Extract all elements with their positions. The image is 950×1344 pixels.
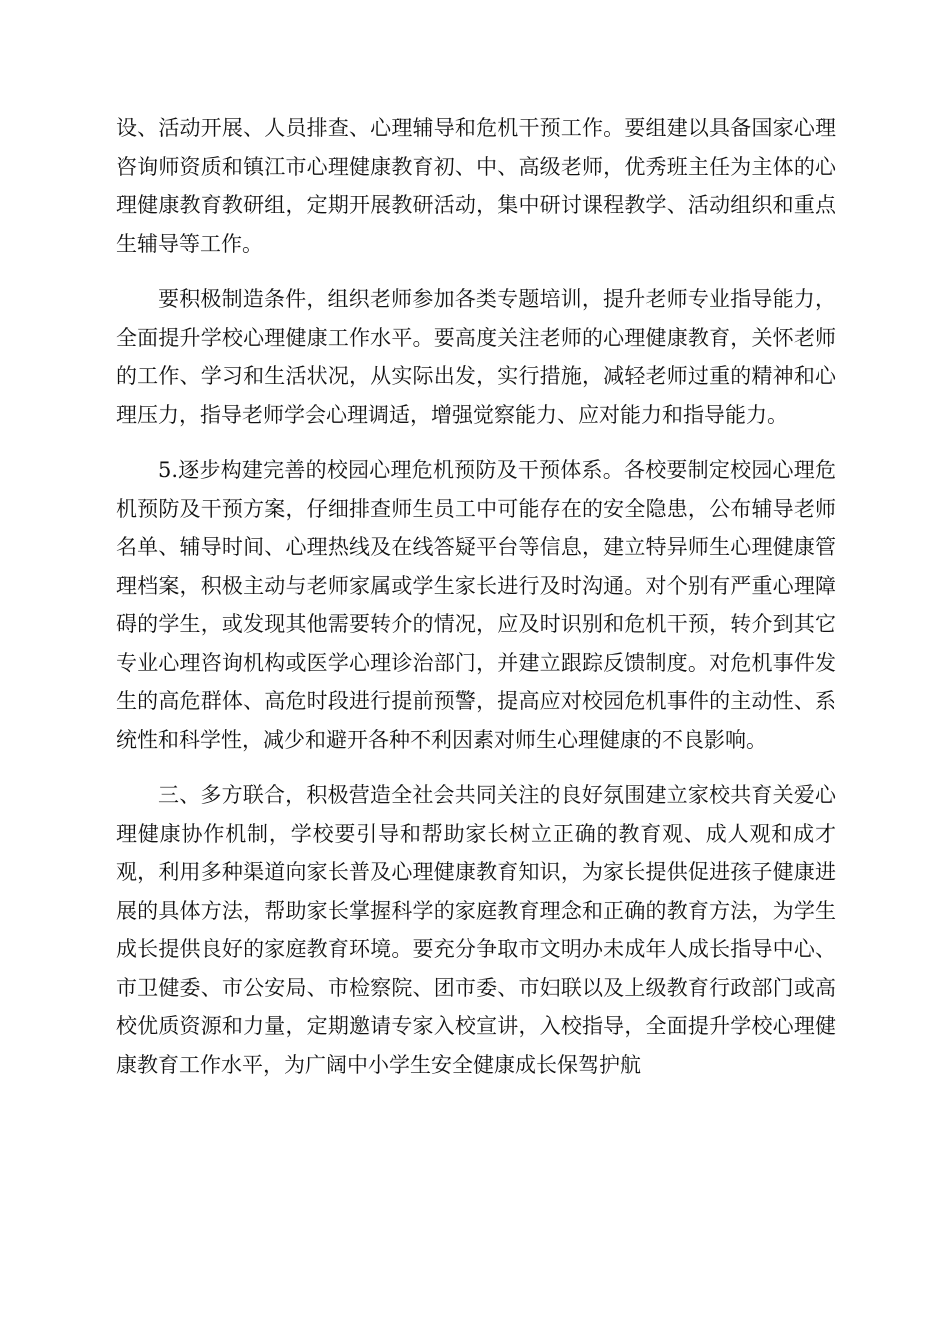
paragraph-3: 5.逐步构建完善的校园心理危机预防及干预体系。各校要制定校园心理危机预防及干预方案，仔细排查师生员工中可能存在的安全隐患，公布辅导老师名单、辅导时间、心理热线及在线答疑平台等信息，建立特异师生心理健康管理档案，积极主动与老师家属或学生家长进行及时沟通。对个别有严重心理障碍的学生，或发现其他需要转介的情况，应及时识别和危机干预，转介到其它专业心理咨询机构或医学心理诊治部门，并建立跟踪反馈制度。对危机事件发生的高危群体、高危时段进行提前预警，提高应对校园危机事件的主动性、系统性和科学性，减少和避开各种不利因素对师生心理健康的不良影响。 [116, 458, 836, 752]
paragraph-2: 要积极制造条件，组织老师参加各类专题培训，提升老师专业指导能力，全面提升学校心理健康工作水平。要高度关注老师的心理健康教育，关怀老师的工作、学习和生活状况，从实际出发，实行措施，减轻老师过重的精神和心理压力，指导老师学会心理调适，增强觉察能力、应对能力和指导能力。 [116, 287, 836, 427]
document-page [116, 109, 836, 1084]
paragraph-1: 设、活动开展、人员排查、心理辅导和危机干预工作。要组建以具备国家心理咨询师资质和镇江市心理健康教育初、中、高级老师，优秀班主任为主体的心理健康教育教研组，定期开展教研活动，集中研讨课程教学、活动组织和重点生辅导等工作。 [116, 116, 836, 256]
paragraph-4: 三、多方联合，积极营造全社会共同关注的良好氛围建立家校共育关爱心理健康协作机制，学校要引导和帮助家长树立正确的教育观、成人观和成才观，利用多种渠道向家长普及心理健康教育知识，为家长提供促进孩子健康进展的具体方法，帮助家长掌握科学的家庭教育理念和正确的教育方法，为学生成长提供良好的家庭教育环境。要充分争取市文明办未成年人成长指导中心、市卫健委、市公安局、市检察院、团市委、市妇联以及上级教育行政部门或高校优质资源和力量，定期邀请专家入校宣讲，入校指导，全面提升学校心理健康教育工作水平，为广阔中小学生安全健康成长保驾护航 [116, 783, 836, 1077]
